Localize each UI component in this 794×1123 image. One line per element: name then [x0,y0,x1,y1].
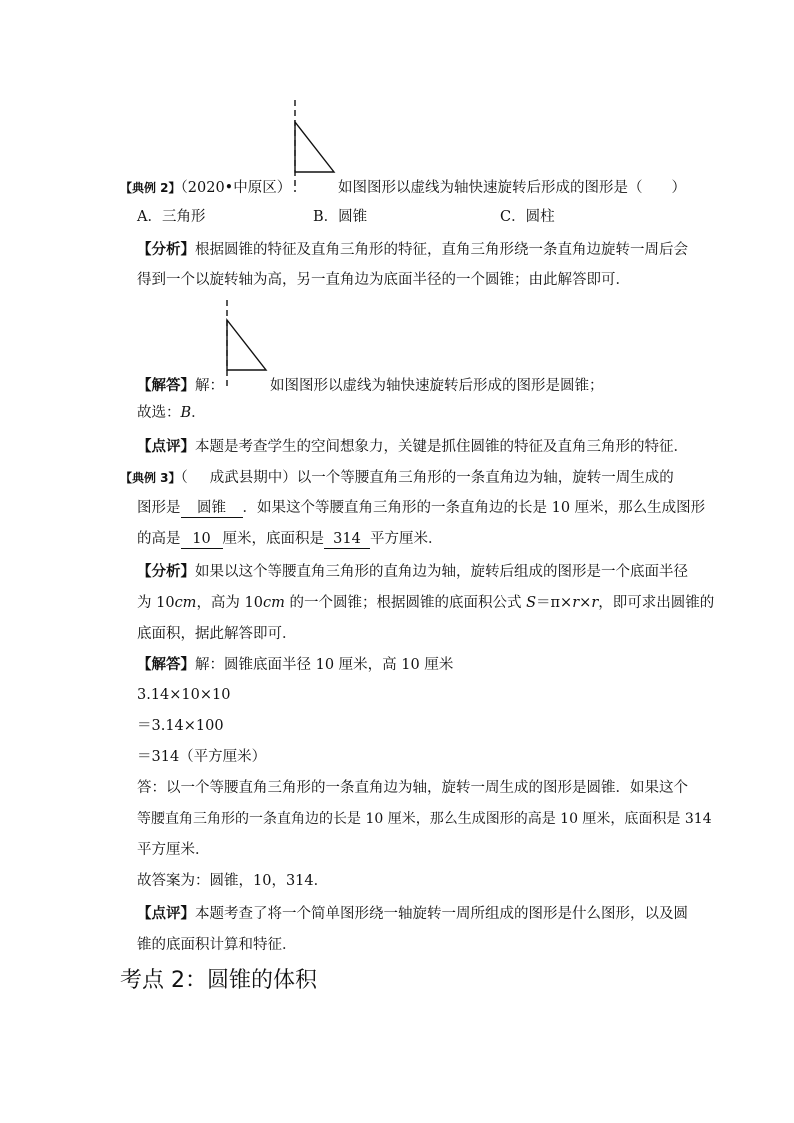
a2-part1: 为 10 [137,595,175,611]
example-2-answer-text: 如图图形以虚线为轴快速旋转后形成的图形是圆锥； [270,378,604,394]
formula-r: r [572,595,580,611]
answer-sentence-3: 平方厘米． [137,842,210,858]
triangle-figure-question [290,100,340,192]
answer-prefix: 解： [195,378,224,394]
q2-text-a: 图形是 [137,500,181,516]
example-3-question-line3 [137,530,443,549]
answer-text: 解：圆锥底面半径 10 厘米，高 10 厘米 [195,657,454,673]
answer-sentence-2: 等腰直角三角形的一条直角边的长是 10 厘米，那么生成图形的高是 10 厘米，底面积是 314 [137,811,712,827]
comment-text: 本题考查了将一个简单图形绕一轴旋转一周所组成的图形是什么图形，以及圆 [195,906,688,922]
example-3-tag: 【典例 3】 [120,471,181,485]
section-heading: 考点 2：圆锥的体积 [120,968,317,993]
a2-part2: ，高为 10 [196,595,263,611]
example-2-choice: 故选：B． [137,405,206,421]
blank-1: 圆锥 [181,499,243,518]
analysis-tag: 【分析】 [137,564,195,580]
comment-text: 本题是考查学生的空间想象力，关键是抓住圆锥的特征及直角三角形的特征． [195,439,688,455]
example-3-src-open: （ [180,470,188,486]
option-a: A．三角形 [137,209,206,225]
analysis-text: 根据圆锥的特征及直角三角形的特征，直角三角形绕一条直角边旋转一周后会 [195,242,688,258]
triangle-figure-answer [222,300,272,390]
q3-text-c: 平方厘米． [370,531,443,547]
example-2-tag: 【典例 2】 [120,181,181,195]
blank-3: 314 [324,530,370,549]
comment-tag: 【点评】 [137,439,195,455]
a2-part5: × [579,595,592,611]
calc-line-2: ＝3.14×100 [137,718,224,734]
example-2-answer [137,377,224,395]
answer-tag: 【解答】 [137,378,195,394]
example-3-comment-line2: 锥的底面积计算和特征． [137,937,297,953]
q2-text-b: ．如果这个等腰直角三角形的一条直角边的长是 10 厘米，那么生成图形 [242,500,706,516]
example-3-comment [137,905,688,923]
analysis-text: 如果以这个等腰直角三角形的直角边为轴，旋转后组成的图形是一个底面半径 [195,564,688,580]
example-3-analysis-line2 [137,594,714,612]
analysis-tag: 【分析】 [137,242,195,258]
q3-text-a: 的高是 [137,531,181,547]
a2-part6: ，即可求出圆锥的 [598,595,715,611]
unit-cm: cm [263,595,285,611]
example-2-analysis-line2: 得到一个以旋转轴为高，另一直角边为底面半径的一个圆锥；由此解答即可． [137,272,630,288]
example-2-header [120,179,291,197]
q3-text-b: 厘米，底面积是 [222,531,324,547]
option-b: B．圆锥 [313,209,368,225]
example-2-question: 如图图形以虚线为轴快速旋转后形成的图形是（ ） [338,180,686,196]
a2-part3: 的一个圆锥；根据圆锥的底面积公式 [284,595,527,611]
example-3-q1: 以一个等腰直角三角形的一条直角边为轴，旋转一周生成的 [296,470,674,486]
comment-tag: 【点评】 [137,906,195,922]
example-3-analysis-line3: 底面积，据此解答即可． [137,626,297,642]
choice-value: B [180,405,192,421]
example-2-comment [137,438,688,456]
blank-2: 10 [181,530,223,549]
example-3-question-line1 [120,469,674,487]
calc-line-3: ＝314（平方厘米） [137,749,267,765]
example-3-analysis [137,563,688,581]
final-answer: 故答案为：圆锥，10，314． [137,873,329,889]
choice-prefix: 故选： [137,405,181,421]
option-c: C．圆柱 [500,209,555,225]
a2-part4: ＝π× [536,595,573,611]
unit-cm: cm [174,595,197,611]
answer-tag: 【解答】 [137,657,195,673]
answer-sentence-1: 答：以一个等腰直角三角形的一条直角边为轴，旋转一周生成的图形是圆锥．如果这个 [137,780,688,796]
example-2-source: （2020•中原区） [180,180,292,196]
formula-s: S [526,595,537,611]
example-2-analysis [137,241,688,259]
calc-line-1: 3.14×10×10 [137,687,231,703]
formula-r: r [591,595,599,611]
example-3-answer [137,656,453,674]
example-3-source: 成武县期中） [209,470,297,486]
example-3-question-line2 [137,499,705,518]
